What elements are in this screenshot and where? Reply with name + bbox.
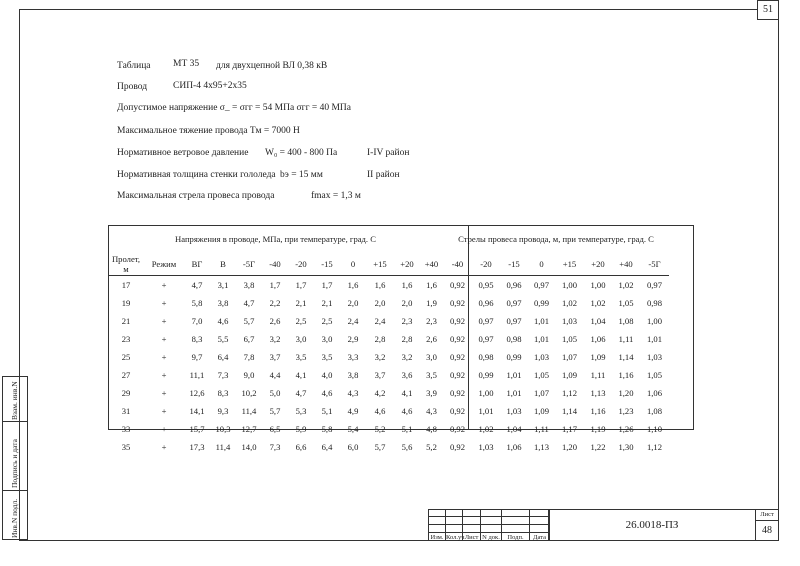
ice-label: Нормативная толщина стенки гололеда bbox=[117, 170, 276, 180]
span-cell: 33 bbox=[121, 424, 131, 434]
sag-cell: 1,02 bbox=[478, 424, 494, 434]
stress-cell: 2,1 bbox=[295, 298, 307, 308]
sag-cell: 1,05 bbox=[561, 334, 578, 344]
stress-cell: 2,2 bbox=[269, 298, 281, 308]
stress-cell: 4,6 bbox=[217, 316, 229, 326]
max-tension: Максимальное тяжение провода Тм = 7000 Н bbox=[117, 126, 300, 136]
sag-cell: 0,98 bbox=[646, 298, 663, 308]
page-number-top: 51 bbox=[757, 0, 779, 20]
sag-cell: 1,03 bbox=[561, 316, 578, 326]
sag-cell: 0,96 bbox=[506, 280, 522, 290]
side-label-inventory: Инв.N подл. bbox=[10, 498, 19, 538]
mode-cell: + bbox=[161, 316, 167, 326]
stamp-col-0: Изм. bbox=[428, 509, 446, 541]
stamp-col-2: Лист bbox=[462, 509, 481, 541]
side-label-replace: Взам. инв.N bbox=[10, 381, 19, 420]
stress-cell: 11,4 bbox=[241, 406, 257, 416]
stress-cell: 1,6 bbox=[347, 280, 359, 290]
stress-col-header: -15 bbox=[314, 253, 340, 276]
table-row bbox=[108, 294, 669, 312]
stress-cell: 4,9 bbox=[347, 406, 359, 416]
stress-cell: 6,6 bbox=[295, 442, 307, 452]
sag-cell: 1,07 bbox=[561, 352, 578, 362]
sag-cell: 1,01 bbox=[506, 370, 522, 380]
span-cell: 17 bbox=[121, 280, 131, 290]
sag-cell: 0,97 bbox=[506, 298, 522, 308]
stress-cell: 2,0 bbox=[374, 298, 386, 308]
stress-cell: 2,1 bbox=[321, 298, 333, 308]
stress-cell: 3,2 bbox=[269, 334, 281, 344]
stress-cell: 9,0 bbox=[243, 370, 255, 380]
sag-col-header: +15 bbox=[555, 253, 584, 276]
stress-cell: 2,3 bbox=[426, 316, 437, 326]
table-row bbox=[108, 312, 669, 330]
stress-cell: 7,0 bbox=[191, 316, 203, 326]
stress-cell: 17,3 bbox=[189, 442, 205, 452]
stress-cell: 2,9 bbox=[347, 334, 359, 344]
stress-cell: 2,8 bbox=[374, 334, 386, 344]
mode-cell: + bbox=[161, 442, 167, 452]
table-id: МТ 35 bbox=[173, 59, 200, 69]
sag-cell: 1,02 bbox=[618, 280, 634, 290]
stress-cell: 6,4 bbox=[321, 442, 333, 452]
table-row bbox=[108, 366, 669, 384]
stress-cell: 2,6 bbox=[426, 334, 437, 344]
sag-cell: 0,92 bbox=[449, 442, 466, 452]
stress-cell: 12,6 bbox=[189, 388, 205, 398]
sag-cell: 0,95 bbox=[478, 280, 494, 290]
span-header-label: Пролет, bbox=[111, 254, 141, 264]
sag-cell: 0,92 bbox=[449, 370, 466, 380]
stress-cell: 6,7 bbox=[243, 334, 255, 344]
stress-cell: 1,9 bbox=[426, 298, 437, 308]
stress-cell: 3,2 bbox=[401, 352, 413, 362]
sag-cell: 1,00 bbox=[561, 280, 578, 290]
sag-cell: 1,05 bbox=[618, 298, 634, 308]
sag-cell: 1,14 bbox=[618, 352, 634, 362]
sag-col-header: +40 bbox=[612, 253, 640, 276]
sag-cell: 1,22 bbox=[590, 442, 606, 452]
stress-col-header: -40 bbox=[262, 253, 288, 276]
stamp-col-1: Кол.уч bbox=[445, 509, 463, 541]
column-header-row bbox=[108, 253, 669, 276]
document-code: 26.0018-ПЗ bbox=[548, 509, 756, 541]
stress-cell: 5,9 bbox=[295, 424, 307, 434]
stress-cell: 4,7 bbox=[295, 388, 307, 398]
stamp-col-5: Дата bbox=[529, 509, 550, 541]
sag-cell: 1,03 bbox=[506, 406, 522, 416]
stress-cell: 4,3 bbox=[426, 406, 437, 416]
stress-cell: 10,2 bbox=[241, 388, 257, 398]
span-header bbox=[108, 253, 144, 276]
sag-cell: 1,12 bbox=[646, 442, 663, 452]
span-cell: 25 bbox=[121, 352, 131, 362]
sag-cell: 1,04 bbox=[590, 316, 606, 326]
stress-cell: 4,1 bbox=[401, 388, 413, 398]
mode-cell: + bbox=[161, 388, 167, 398]
stress-col-header: +40 bbox=[420, 253, 443, 276]
stress-cell: 9,7 bbox=[191, 352, 203, 362]
sag-col-header: -20 bbox=[472, 253, 500, 276]
sag-cell: 1,01 bbox=[533, 334, 550, 344]
mode-header: Режим bbox=[144, 253, 184, 276]
table-row bbox=[108, 384, 669, 402]
stress-col-header: ВГ bbox=[184, 253, 210, 276]
span-cell: 23 bbox=[121, 334, 131, 344]
stress-cell: 12,7 bbox=[241, 424, 257, 434]
mode-cell: + bbox=[161, 352, 167, 362]
stress-cell: 5,8 bbox=[321, 424, 333, 434]
sag-col-header: +20 bbox=[584, 253, 612, 276]
table-body bbox=[108, 276, 669, 457]
stress-cell: 6,4 bbox=[217, 352, 229, 362]
stress-cell: 4,6 bbox=[321, 388, 333, 398]
sag-cell: 1,04 bbox=[506, 424, 522, 434]
sag-cell: 0,92 bbox=[449, 406, 466, 416]
sag-cell: 1,30 bbox=[618, 442, 634, 452]
stress-cell: 1,6 bbox=[426, 280, 437, 290]
stress-cell: 5,1 bbox=[401, 424, 413, 434]
stress-cell: 8,3 bbox=[217, 388, 229, 398]
span-cell: 21 bbox=[121, 316, 131, 326]
stress-cell: 4,6 bbox=[374, 406, 386, 416]
sag-cell: 0,92 bbox=[449, 388, 466, 398]
stress-cell: 4,4 bbox=[269, 370, 281, 380]
sag-cell: 1,23 bbox=[618, 406, 634, 416]
sag-cell: 1,08 bbox=[618, 316, 634, 326]
span-header-unit: м bbox=[123, 264, 129, 274]
stress-cell: 3,5 bbox=[321, 352, 333, 362]
wire-label: Провод bbox=[117, 82, 148, 92]
stress-cell: 2,0 bbox=[401, 298, 413, 308]
sag-cell: 1,02 bbox=[561, 298, 578, 308]
ice-value: bэ = 15 мм bbox=[280, 170, 323, 180]
stress-cell: 14,0 bbox=[241, 442, 257, 452]
sag-cell: 1,05 bbox=[533, 370, 550, 380]
sag-cell: 1,00 bbox=[590, 280, 606, 290]
sag-cell: 1,03 bbox=[533, 352, 550, 362]
sag-cell: 1,03 bbox=[478, 442, 494, 452]
sag-cell: 1,16 bbox=[618, 370, 634, 380]
stress-cell: 3,8 bbox=[243, 280, 255, 290]
title-block bbox=[428, 509, 779, 541]
sag-cell: 1,10 bbox=[646, 424, 663, 434]
stress-cell: 6,0 bbox=[347, 442, 359, 452]
mode-cell: + bbox=[161, 370, 167, 380]
sag-cell: 1,09 bbox=[533, 406, 550, 416]
sag-label: Максимальная стрела провеса провода bbox=[117, 191, 275, 201]
table-row bbox=[108, 330, 669, 348]
table-row bbox=[108, 402, 669, 420]
span-cell: 27 bbox=[121, 370, 131, 380]
mode-cell: + bbox=[161, 334, 167, 344]
sag-cell: 0,92 bbox=[449, 424, 466, 434]
side-strip bbox=[2, 376, 28, 540]
stress-cell: 3,8 bbox=[347, 370, 359, 380]
stress-cell: 2,0 bbox=[347, 298, 359, 308]
sag-cell: 1,06 bbox=[646, 388, 663, 398]
stress-cell: 4,6 bbox=[401, 406, 413, 416]
stress-cell: 4,1 bbox=[295, 370, 307, 380]
stress-cell: 3,9 bbox=[426, 388, 437, 398]
stress-cell: 2,4 bbox=[347, 316, 359, 326]
table-row bbox=[108, 438, 669, 456]
sag-cell: 1,16 bbox=[590, 406, 606, 416]
stress-cell: 3,1 bbox=[217, 280, 229, 290]
stress-cell: 1,7 bbox=[321, 280, 333, 290]
sag-cell: 1,01 bbox=[506, 388, 522, 398]
sag-cell: 1,02 bbox=[590, 298, 606, 308]
sag-col-header: -5Г bbox=[640, 253, 669, 276]
sag-cell: 1,09 bbox=[561, 370, 578, 380]
sag-col-header: 0 bbox=[528, 253, 555, 276]
stress-cell: 5,7 bbox=[374, 442, 386, 452]
stress-group-header: Напряжения в проводе, МПа, при температуре, град. С bbox=[175, 234, 376, 244]
sag-cell: 0,99 bbox=[478, 370, 494, 380]
stress-cell: 3,0 bbox=[321, 334, 333, 344]
stress-cell: 3,5 bbox=[295, 352, 307, 362]
mode-cell: + bbox=[161, 406, 167, 416]
sag-col-header: -15 bbox=[500, 253, 528, 276]
stress-cell: 2,8 bbox=[401, 334, 413, 344]
stress-col-header: +15 bbox=[366, 253, 394, 276]
table-row bbox=[108, 276, 669, 295]
sag-cell: 1,03 bbox=[646, 352, 663, 362]
stress-cell: 1,7 bbox=[295, 280, 307, 290]
stress-col-header: -20 bbox=[288, 253, 314, 276]
sheet-number: 48 bbox=[755, 520, 779, 541]
stress-cell: 3,7 bbox=[374, 370, 386, 380]
sag-cell: 0,99 bbox=[533, 298, 550, 308]
stress-cell: 6,5 bbox=[269, 424, 281, 434]
stress-cell: 4,8 bbox=[426, 424, 437, 434]
stress-cell: 4,2 bbox=[374, 388, 386, 398]
sag-cell: 1,08 bbox=[646, 406, 663, 416]
sag-cell: 1,20 bbox=[561, 442, 578, 452]
table-row bbox=[108, 348, 669, 366]
sag-cell: 1,13 bbox=[533, 442, 550, 452]
sag-cell: 0,98 bbox=[506, 334, 522, 344]
stress-cell: 5,2 bbox=[374, 424, 386, 434]
sag-cell: 1,26 bbox=[618, 424, 634, 434]
stress-cell: 14,1 bbox=[189, 406, 205, 416]
stress-cell: 7,3 bbox=[269, 442, 281, 452]
sag-cell: 0,92 bbox=[449, 298, 466, 308]
stress-cell: 5,1 bbox=[321, 406, 333, 416]
sag-cell: 0,98 bbox=[478, 352, 494, 362]
sag-cell: 1,19 bbox=[590, 424, 606, 434]
stress-cell: 5,7 bbox=[269, 406, 281, 416]
sag-cell: 1,11 bbox=[590, 370, 606, 380]
sag-cell: 1,09 bbox=[590, 352, 606, 362]
stress-cell: 4,0 bbox=[321, 370, 333, 380]
sag-cell: 0,99 bbox=[506, 352, 522, 362]
stress-cell: 1,6 bbox=[374, 280, 386, 290]
mode-cell: + bbox=[161, 280, 167, 290]
wind-pressure-value: W₀ = 400 - 800 Па bbox=[265, 148, 338, 158]
stress-cell: 3,3 bbox=[347, 352, 359, 362]
sag-value: fmax = 1,3 м bbox=[311, 191, 361, 201]
wind-region: I-IV район bbox=[367, 148, 410, 158]
side-label-signature: Подпись и дата bbox=[10, 439, 19, 488]
sag-cell: 1,11 bbox=[618, 334, 634, 344]
stress-cell: 4,7 bbox=[191, 280, 203, 290]
stress-cell: 5,5 bbox=[217, 334, 229, 344]
sag-cell: 1,20 bbox=[618, 388, 634, 398]
stress-cell: 3,0 bbox=[295, 334, 307, 344]
sag-cell: 1,06 bbox=[506, 442, 522, 452]
stress-cell: 15,7 bbox=[189, 424, 205, 434]
stress-col-header: +20 bbox=[394, 253, 420, 276]
stress-cell: 3,5 bbox=[426, 370, 437, 380]
sag-cell: 1,14 bbox=[561, 406, 578, 416]
stress-cell: 5,0 bbox=[269, 388, 281, 398]
sag-cell: 0,96 bbox=[478, 298, 494, 308]
span-cell: 29 bbox=[121, 388, 131, 398]
sag-cell: 0,92 bbox=[449, 352, 466, 362]
sag-cell: 0,92 bbox=[449, 316, 466, 326]
sag-cell: 1,01 bbox=[478, 406, 494, 416]
sag-cell: 1,12 bbox=[561, 388, 578, 398]
stamp-col-3: N док. bbox=[480, 509, 502, 541]
sag-group-header: Стрелы провеса провода, м, при температуре, град. С bbox=[458, 234, 654, 244]
stress-cell: 5,7 bbox=[243, 316, 255, 326]
table-label: Таблица bbox=[117, 61, 151, 71]
stress-cell: 3,0 bbox=[426, 352, 437, 362]
span-cell: 19 bbox=[121, 298, 131, 308]
stress-cell: 10,3 bbox=[215, 424, 231, 434]
stress-cell: 11,1 bbox=[189, 370, 205, 380]
ice-region: II район bbox=[367, 170, 400, 180]
stress-col-header: -5Г bbox=[236, 253, 262, 276]
stress-cell: 1,7 bbox=[269, 280, 281, 290]
stress-cell: 2,5 bbox=[321, 316, 333, 326]
sag-cell: 1,00 bbox=[478, 388, 494, 398]
sag-cell: 1,06 bbox=[590, 334, 606, 344]
stress-cell: 1,6 bbox=[401, 280, 413, 290]
table-row bbox=[108, 420, 669, 438]
stress-cell: 7,8 bbox=[243, 352, 255, 362]
stress-cell: 2,4 bbox=[374, 316, 386, 326]
stress-cell: 5,2 bbox=[426, 442, 437, 452]
stress-cell: 2,3 bbox=[401, 316, 413, 326]
stress-cell: 3,8 bbox=[217, 298, 229, 308]
stress-cell: 2,6 bbox=[269, 316, 281, 326]
stress-cell: 11,4 bbox=[215, 442, 231, 452]
sheet-label: Лист bbox=[755, 509, 779, 521]
sag-cell: 0,92 bbox=[449, 334, 466, 344]
stress-cell: 8,3 bbox=[191, 334, 203, 344]
stress-cell: 3,7 bbox=[269, 352, 281, 362]
stress-cell: 4,7 bbox=[243, 298, 255, 308]
sag-cell: 0,97 bbox=[646, 280, 663, 290]
stress-cell: 5,4 bbox=[347, 424, 359, 434]
mode-cell: + bbox=[161, 298, 167, 308]
stress-col-header: 0 bbox=[340, 253, 366, 276]
stamp-col-4: Подп. bbox=[501, 509, 530, 541]
mode-cell: + bbox=[161, 424, 167, 434]
sag-cell: 1,11 bbox=[534, 424, 549, 434]
wind-pressure-label: Нормативное ветровое давление bbox=[117, 148, 249, 158]
sag-cell: 0,97 bbox=[533, 280, 550, 290]
stress-cell: 5,8 bbox=[191, 298, 203, 308]
sag-cell: 1,01 bbox=[646, 334, 663, 344]
sag-cell: 1,17 bbox=[561, 424, 578, 434]
allowed-stress: Допустимое напряжение σ_ = σгг = 54 МПа σгг = 40 МПа bbox=[117, 103, 351, 113]
sag-cell: 1,00 bbox=[646, 316, 663, 326]
sag-cell: 0,97 bbox=[478, 334, 494, 344]
stress-cell: 5,6 bbox=[401, 442, 413, 452]
sag-cell: 1,13 bbox=[590, 388, 606, 398]
sag-cell: 1,05 bbox=[646, 370, 663, 380]
stress-cell: 3,6 bbox=[401, 370, 413, 380]
data-table bbox=[108, 225, 669, 456]
span-cell: 31 bbox=[121, 406, 131, 416]
sag-col-header: -40 bbox=[443, 253, 472, 276]
stress-cell: 9,3 bbox=[217, 406, 229, 416]
stress-cell: 4,3 bbox=[347, 388, 359, 398]
stress-cell: 5,3 bbox=[295, 406, 307, 416]
sag-cell: 1,01 bbox=[533, 316, 550, 326]
sag-cell: 0,97 bbox=[478, 316, 494, 326]
sag-cell: 0,97 bbox=[506, 316, 522, 326]
stress-cell: 7,3 bbox=[217, 370, 229, 380]
span-cell: 35 bbox=[121, 442, 131, 452]
sag-cell: 1,07 bbox=[533, 388, 550, 398]
wire-value: СИП-4 4х95+2х35 bbox=[173, 81, 247, 91]
sag-cell: 0,92 bbox=[449, 280, 466, 290]
table-description: для двухцепной ВЛ 0,38 кВ bbox=[216, 61, 328, 71]
stress-cell: 3,2 bbox=[374, 352, 386, 362]
stress-col-header: В bbox=[210, 253, 236, 276]
stress-cell: 2,5 bbox=[295, 316, 307, 326]
